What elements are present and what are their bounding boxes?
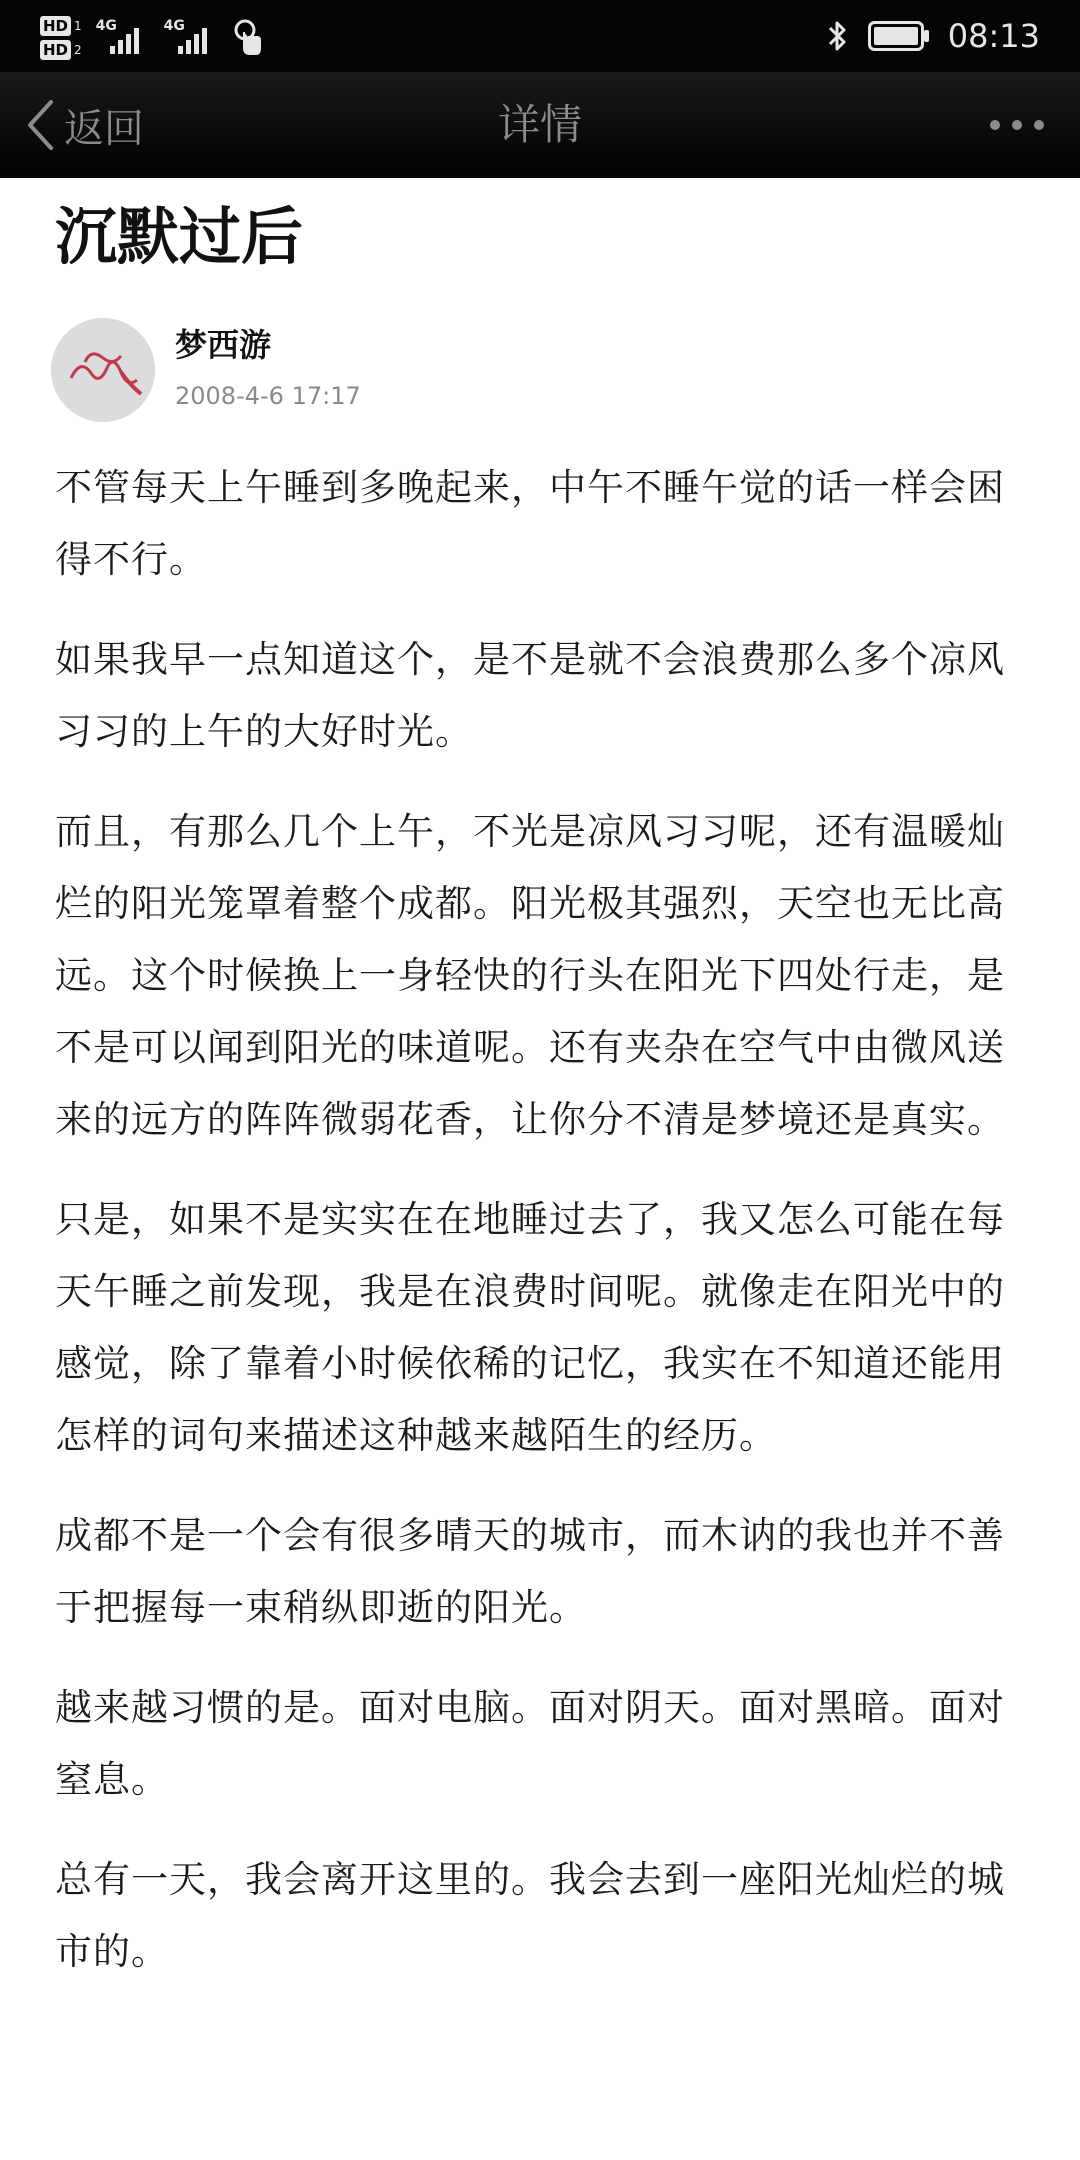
status-bar xyxy=(0,0,1080,72)
article-paragraph: 成都不是一个会有很多晴天的城市，而木讷的我也并不善于把握每一束稍纵即逝的阳光。 xyxy=(55,1514,1005,1629)
hd-icon: HD xyxy=(40,16,71,36)
status-clock: 08:13 xyxy=(947,17,1040,55)
network-type-label: 4G xyxy=(163,18,185,34)
article-paragraph: 越来越习惯的是。面对电脑。面对阴天。面对黑暗。面对窒息。 xyxy=(55,1686,1005,1801)
status-left xyxy=(40,8,262,68)
avatar[interactable] xyxy=(51,318,155,422)
page-title: 详情 xyxy=(497,100,582,149)
signal-icon xyxy=(96,18,150,58)
back-label: 返回 xyxy=(64,105,144,152)
post-timestamp: 2008-4-6 17:17 xyxy=(175,382,361,410)
author-name[interactable]: 梦西游 xyxy=(175,326,272,364)
hd-icon: HD xyxy=(40,40,71,60)
nav-bar xyxy=(0,72,1080,178)
hd-sim-number: 2 xyxy=(74,43,82,57)
avatar-image xyxy=(51,318,155,422)
bluetooth-icon xyxy=(826,18,850,54)
article-title: 沉默过后 xyxy=(55,200,304,273)
article-paragraph: 只是，如果不是实实在在地睡过去了，我又怎么可能在每天午睡之前发现，我是在浪费时间呢。就像走在阳光中的感觉，除了靠着小时候依稀的记忆，我实在不知道还能用怎样的词句来描述这种越来越陌生的经历。 xyxy=(55,1198,1005,1457)
article-paragraph: 不管每天上午睡到多晚起来，中午不睡午觉的话一样会困得不行。 xyxy=(55,466,1005,581)
article-paragraph: 而且，有那么几个上午，不光是凉风习习呢，还有温暖灿烂的阳光笼罩着整个成都。阳光极其强烈，天空也无比高远。这个时候换上一身轻快的行头在阳光下四处行走，是不是可以闻到阳光的味道呢。还有夹杂在空气中由微风送来的远方的阵阵微弱花香，让你分不清是梦境还是真实。 xyxy=(55,810,1005,1141)
more-options-icon[interactable] xyxy=(990,98,1044,152)
article xyxy=(55,178,1025,2016)
hd-indicators xyxy=(40,16,82,60)
hd-sim-number: 1 xyxy=(74,19,82,33)
network-type-label: 4G xyxy=(95,18,117,34)
author-row xyxy=(55,318,1025,430)
article-paragraph: 总有一天，我会离开这里的。我会去到一座阳光灿烂的城市的。 xyxy=(55,1858,1005,1973)
article-paragraph: 如果我早一点知道这个，是不是就不会浪费那么多个凉风习习的上午的大好时光。 xyxy=(55,638,1005,753)
signal-icon xyxy=(164,18,218,58)
battery-icon xyxy=(868,21,930,51)
status-right xyxy=(826,0,1040,72)
hd-indicator-1 xyxy=(40,16,82,36)
hd-indicator-2 xyxy=(40,40,82,60)
touch-icon xyxy=(232,18,262,58)
article-body xyxy=(55,452,1025,1988)
